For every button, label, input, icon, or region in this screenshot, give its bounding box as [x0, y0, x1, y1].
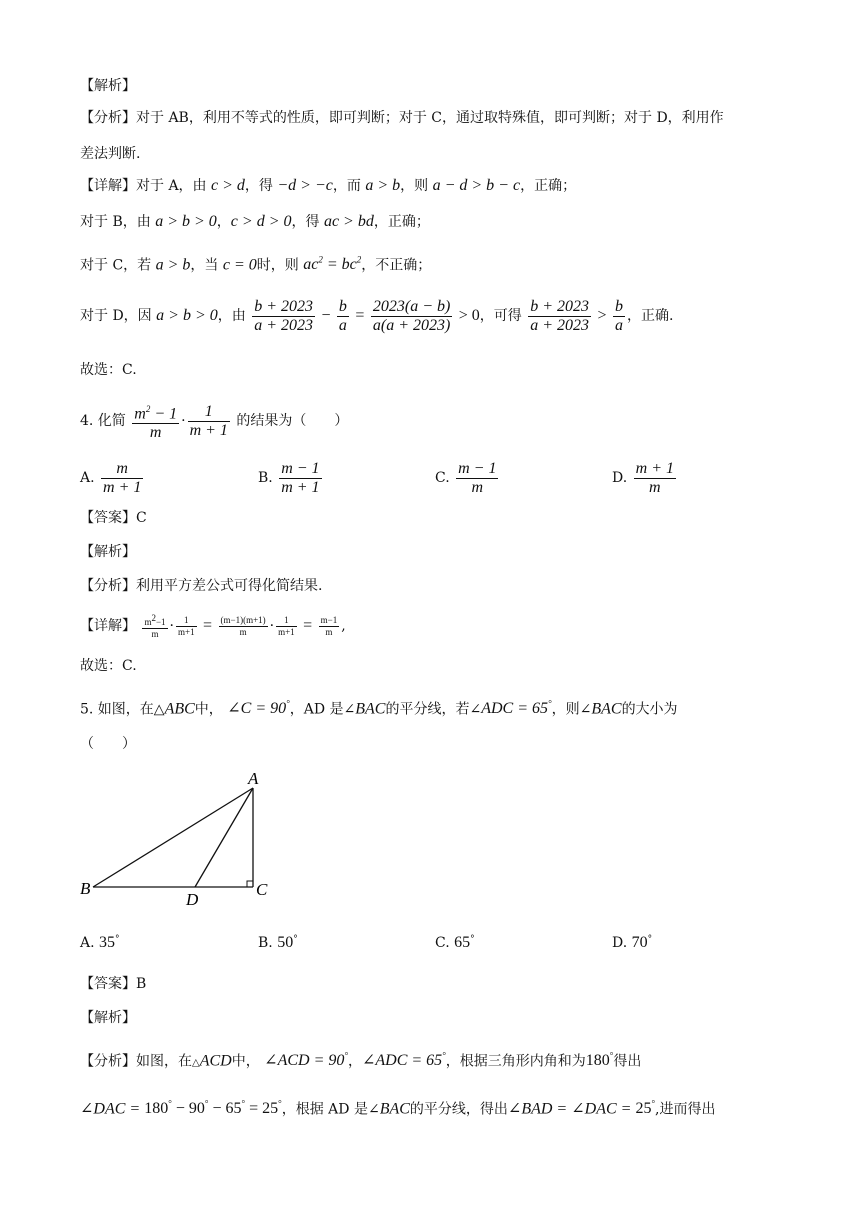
detail-a: 【详解】对于 A，由 c > d，得 −d > −c，而 a > b，则 a − d > b − c，正确； — [80, 177, 577, 194]
question-5-paren: （ ） — [80, 736, 136, 752]
q4-option-d: D. $\frac{m + 1}{m}$ — [612, 459, 674, 496]
question-5-stem: 5. 如图，在△ABC中， ∠C = 90°，AD 是∠BAC的平分线，若∠ADC = 65°，则∠BAC的大小为 — [80, 699, 678, 718]
choose-answer-4: 故选：C. — [80, 658, 137, 674]
q5-option-d: D. 70° — [612, 934, 653, 951]
q4-option-b: B. $\frac{m - 1}{m + 1}$ — [258, 459, 320, 496]
analysis-text-continued: 差法判断. — [80, 146, 141, 162]
question-4-stem: 4. 化简 $\frac{m^2 - 1}{m}$ · $\frac{1}{m + 1}$ 的结果为（ ） — [80, 400, 348, 442]
analysis-label-5: 【解析】 — [80, 1010, 136, 1026]
answer-5: 【答案】B — [80, 976, 147, 992]
right-angle-mark — [247, 881, 253, 887]
analysis-text: 【分析】对于 AB，利用不等式的性质，即可判断；对于 C，通过取特殊值，即可判断；对于 D，利用作 — [80, 110, 724, 126]
q4-option-a: A. $\frac{m}{m + 1}$ — [80, 459, 142, 496]
triangle-figure — [78, 764, 288, 914]
q5-option-a: A. 35° — [80, 934, 120, 951]
analysis-text-5: 【分析】如图，在△ACD中， ∠ACD = 90°，∠ADC = 65°，根据三角形内角和为180°得出 — [80, 1051, 642, 1070]
vertex-c-label: C — [256, 880, 268, 899]
detail-4: 【详解】 $\frac{m^2-1}{m}$ · $\frac{1}{m+1}$ = $\frac{(m-1)(m+1)}{m}$ · $\frac{1}{m+1}$ = $\frac{m-1}{m}$ , — [80, 612, 346, 639]
detail-c: 对于 C，若 a > b，当 c = 0时，则 $ac^2 = bc^2$，不正确； — [80, 255, 432, 274]
vertex-a-label: A — [248, 769, 259, 788]
segment-ad — [195, 788, 253, 887]
q5-option-c: C. 65° — [435, 934, 475, 951]
detail-d: 对于 D，因 a > b > 0，由 $\frac{b + 2023}{a + 2023}$ − $\frac{b}{a}$ = $\frac{2023(a - b)}{a(a + 2023)}$ > 0，可得 $\frac{b + 2023}{a + 2023}$ > $\frac{b}{a}$ ，正确. — [80, 297, 674, 334]
answer-4: 【答案】C — [80, 510, 147, 526]
analysis-label: 【解析】 — [80, 78, 136, 94]
vertex-b-label: B — [80, 879, 91, 898]
q5-option-b: B. 50° — [258, 934, 298, 951]
side-ab — [93, 788, 253, 887]
analysis-label-4: 【解析】 — [80, 544, 136, 560]
choose-answer: 故选：C. — [80, 362, 137, 378]
point-d-label: D — [186, 890, 199, 909]
detail-b: 对于 B，由 a > b > 0，c > d > 0，得 ac > bd，正确； — [80, 213, 430, 230]
analysis-text-5-continued: ∠DAC = 180° − 90° − 65° = 25°，根据 AD 是∠BAC的平分线，得出∠BAD = ∠DAC = 25°,进而得出 — [80, 1099, 716, 1118]
q4-option-c: C. $\frac{m - 1}{m}$ — [435, 459, 497, 496]
analysis-text-4: 【分析】利用平方差公式可得化简结果. — [80, 578, 323, 594]
